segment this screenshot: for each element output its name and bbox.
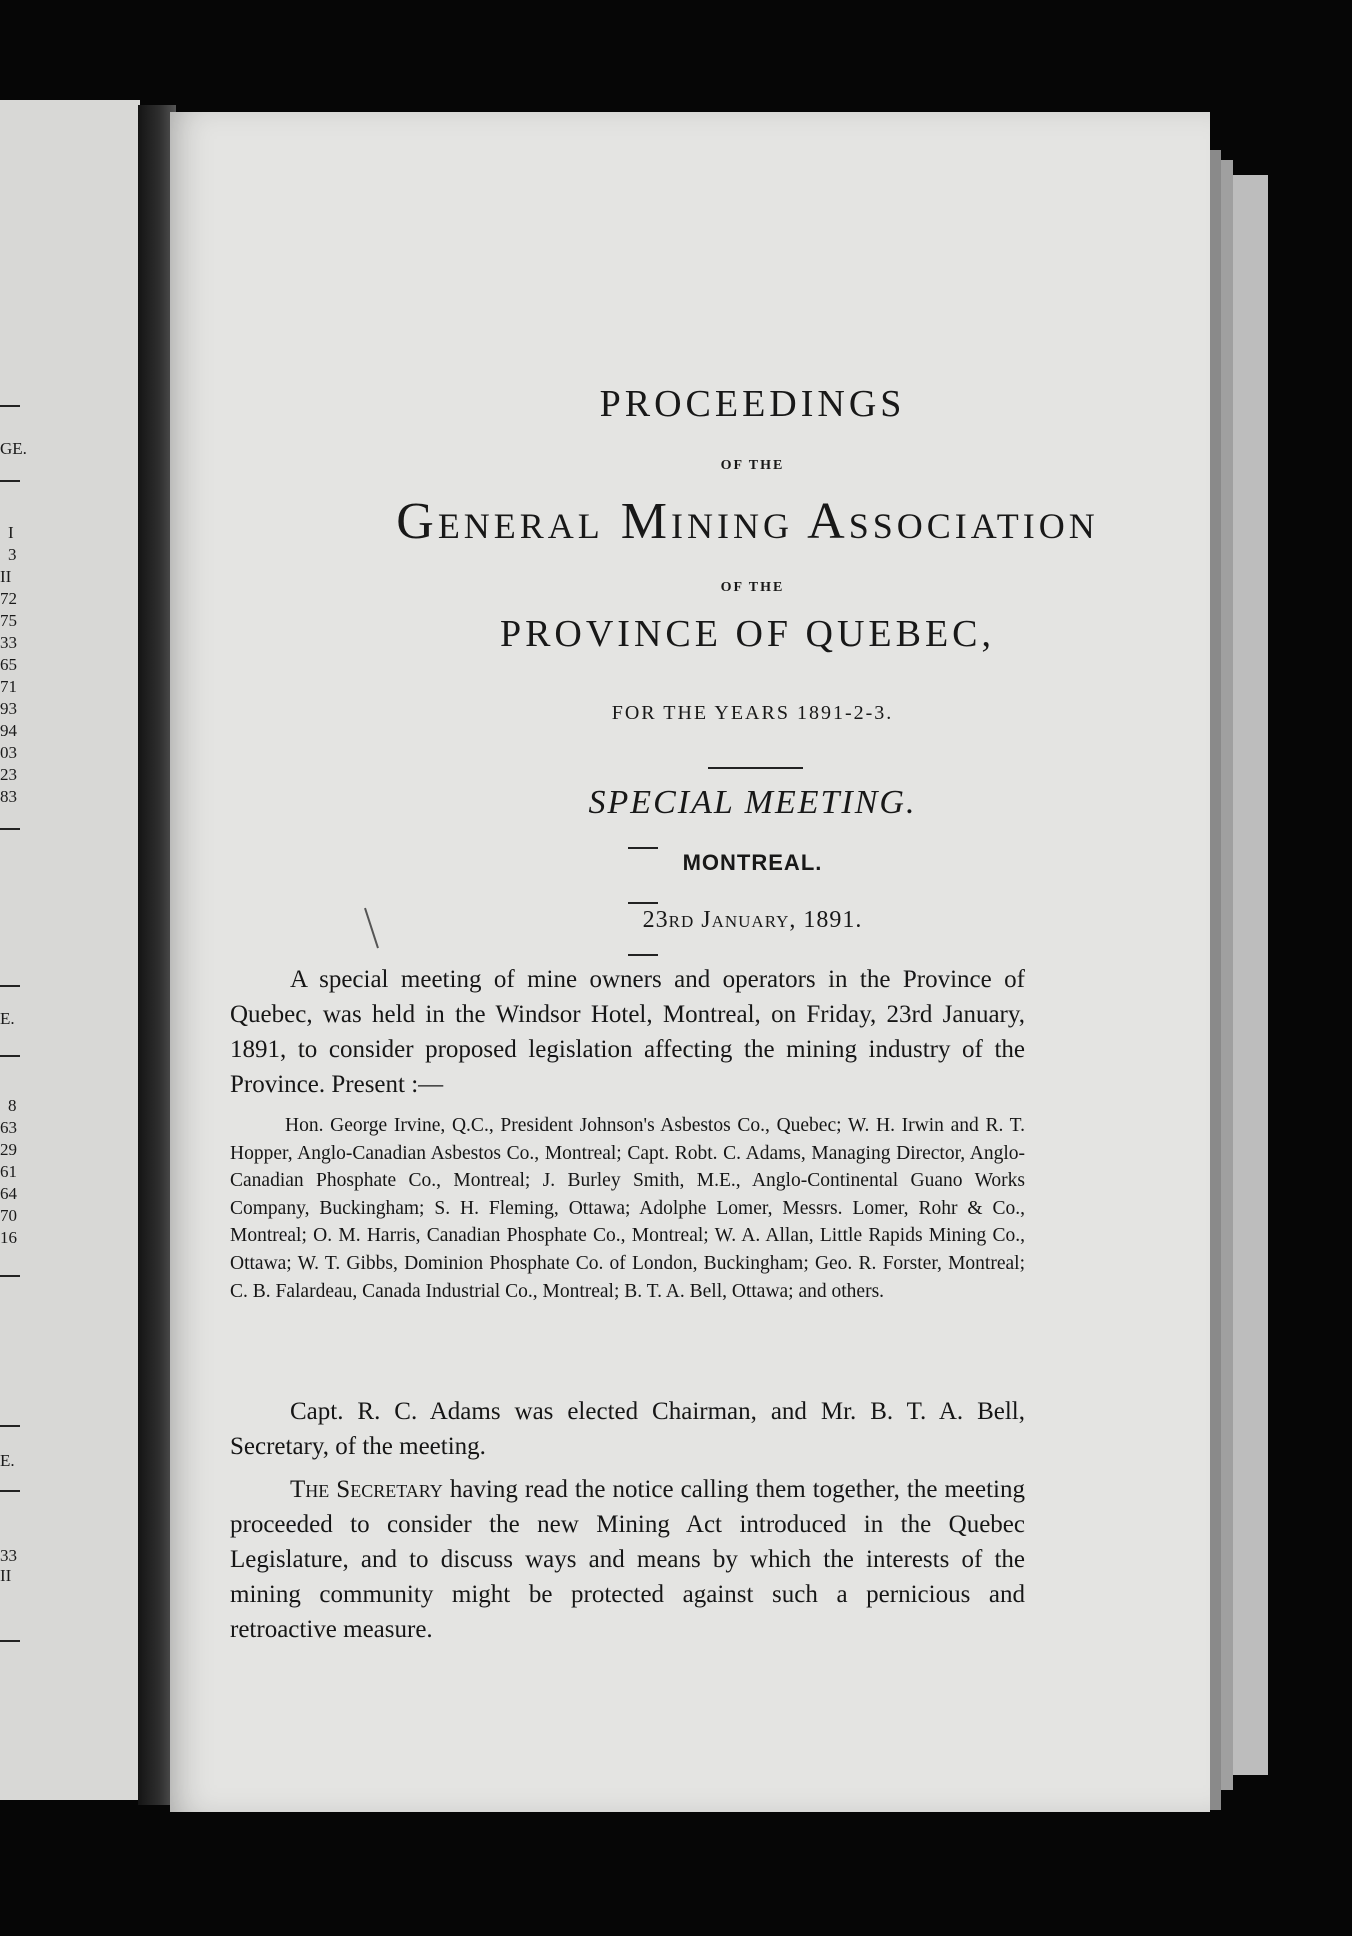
meeting-date: 23rd January, 1891.: [642, 907, 863, 933]
divider-rule: [708, 767, 803, 769]
prev-page-rule: [0, 1490, 20, 1492]
prev-page-number: 33: [0, 1546, 17, 1565]
prev-page-number: 29: [0, 1140, 17, 1159]
prev-page-number: 64: [0, 1184, 17, 1203]
title-association: General Mining Association: [396, 493, 1099, 550]
prev-page-number: 33: [0, 633, 17, 652]
title-years: FOR THE YEARS 1891-2-3.: [611, 702, 894, 724]
prev-page-label: GE.: [0, 439, 27, 458]
prev-page-number: 63: [0, 1118, 17, 1137]
paragraph-secretary: [230, 1472, 1025, 1647]
meeting-place: MONTREAL.: [682, 850, 823, 875]
prev-page-number: 75: [0, 611, 17, 630]
prev-page-number: II: [0, 567, 12, 586]
divider-rule: [628, 902, 658, 904]
title-of-the: OF THE: [720, 458, 785, 473]
paragraph-chairman: Capt. R. C. Adams was elected Chairman, and Mr. B. T. A. Bell, Secretary, of the meeting.: [230, 1398, 1025, 1460]
title-of-the: OF THE: [720, 580, 785, 595]
prev-page-number: 8: [8, 1096, 17, 1115]
prev-page-label: E.: [0, 1009, 15, 1028]
prev-page-number: 16: [0, 1228, 17, 1247]
prev-page-rule: [0, 1055, 20, 1057]
prev-page-number: II: [0, 1566, 12, 1585]
prev-page-number: 3: [8, 545, 17, 564]
prev-page-number: 23: [0, 765, 17, 784]
page-edge: [1221, 160, 1233, 1790]
prev-page-label: E.: [0, 1451, 15, 1470]
prev-page-number: I: [8, 523, 14, 542]
prev-page-rule: [0, 985, 20, 987]
prev-page-number: 65: [0, 655, 17, 674]
secretary-text: having read the notice calling them together, the meeting proceeded to consider the new Mining Act introduced in the Quebec Legislature, and to discuss ways and means by which the interests of the mining community might be protected against such a pernicious and retroactive measure.: [230, 1476, 1025, 1643]
prev-page-number: 71: [0, 677, 17, 696]
meeting-heading: SPECIAL MEETING.: [588, 784, 917, 821]
prev-page-rule: [0, 480, 20, 482]
title-proceedings: PROCEEDINGS: [599, 383, 906, 425]
prev-page-rule: [0, 828, 20, 830]
document-page: [170, 112, 1210, 1812]
prev-page-number: 61: [0, 1162, 17, 1181]
prev-page-rule: [0, 1275, 20, 1277]
divider-rule: [628, 847, 658, 849]
previous-page-edge: [0, 100, 140, 1800]
prev-page-number: 94: [0, 721, 17, 740]
prev-page-number: 03: [0, 743, 17, 762]
prev-page-number: 93: [0, 699, 17, 718]
prev-page-number: 72: [0, 589, 17, 608]
divider-rule: [628, 954, 658, 956]
prev-page-number: 83: [0, 787, 17, 806]
paragraph-attendees: Hon. George Irvine, Q.C., President Johnson's Asbestos Co., Quebec; W. H. Irwin and R. T. Hopper, Anglo-Canadian Asbestos Co., Montreal; Capt. Robt. C. Adams, Managing Director, Anglo-Canadian Phosphate Co., Montreal; J. Burley Smith, M.E., Anglo-Continental Guano Works Company, Buckingham; S. H. Fleming, Ottawa; Adolphe Lomer, Messrs. Lomer, Rohr & Co., Montreal; O. M. Harris, Canadian Phosphate Co., Montreal; W. A. Allan, Little Rapids Mining Co., Ottawa; W. T. Gibbs, Dominion Phosphate Co. of London, Buckingham; Geo. R. Forster, Montreal; C. B. Falardeau, Canada Industrial Co., Montreal; B. T. A. Bell, Ottawa; and others.: [230, 1115, 1025, 1302]
paragraph-intro: A special meeting of mine owners and operators in the Province of Quebec, was held in the Windsor Hotel, Montreal, on Friday, 23rd January, 1891, to consider proposed legislation affecting the mining industry of the Province. Present :—: [230, 966, 1025, 1098]
prev-page-number: 70: [0, 1206, 17, 1225]
prev-page-rule: [0, 1640, 20, 1642]
secretary-lead: The Secretary: [290, 1476, 443, 1503]
title-province: PROVINCE OF QUEBEC,: [499, 613, 996, 655]
prev-page-rule: [0, 1425, 20, 1427]
page-edge: [1233, 175, 1268, 1775]
prev-page-rule: [0, 405, 20, 407]
